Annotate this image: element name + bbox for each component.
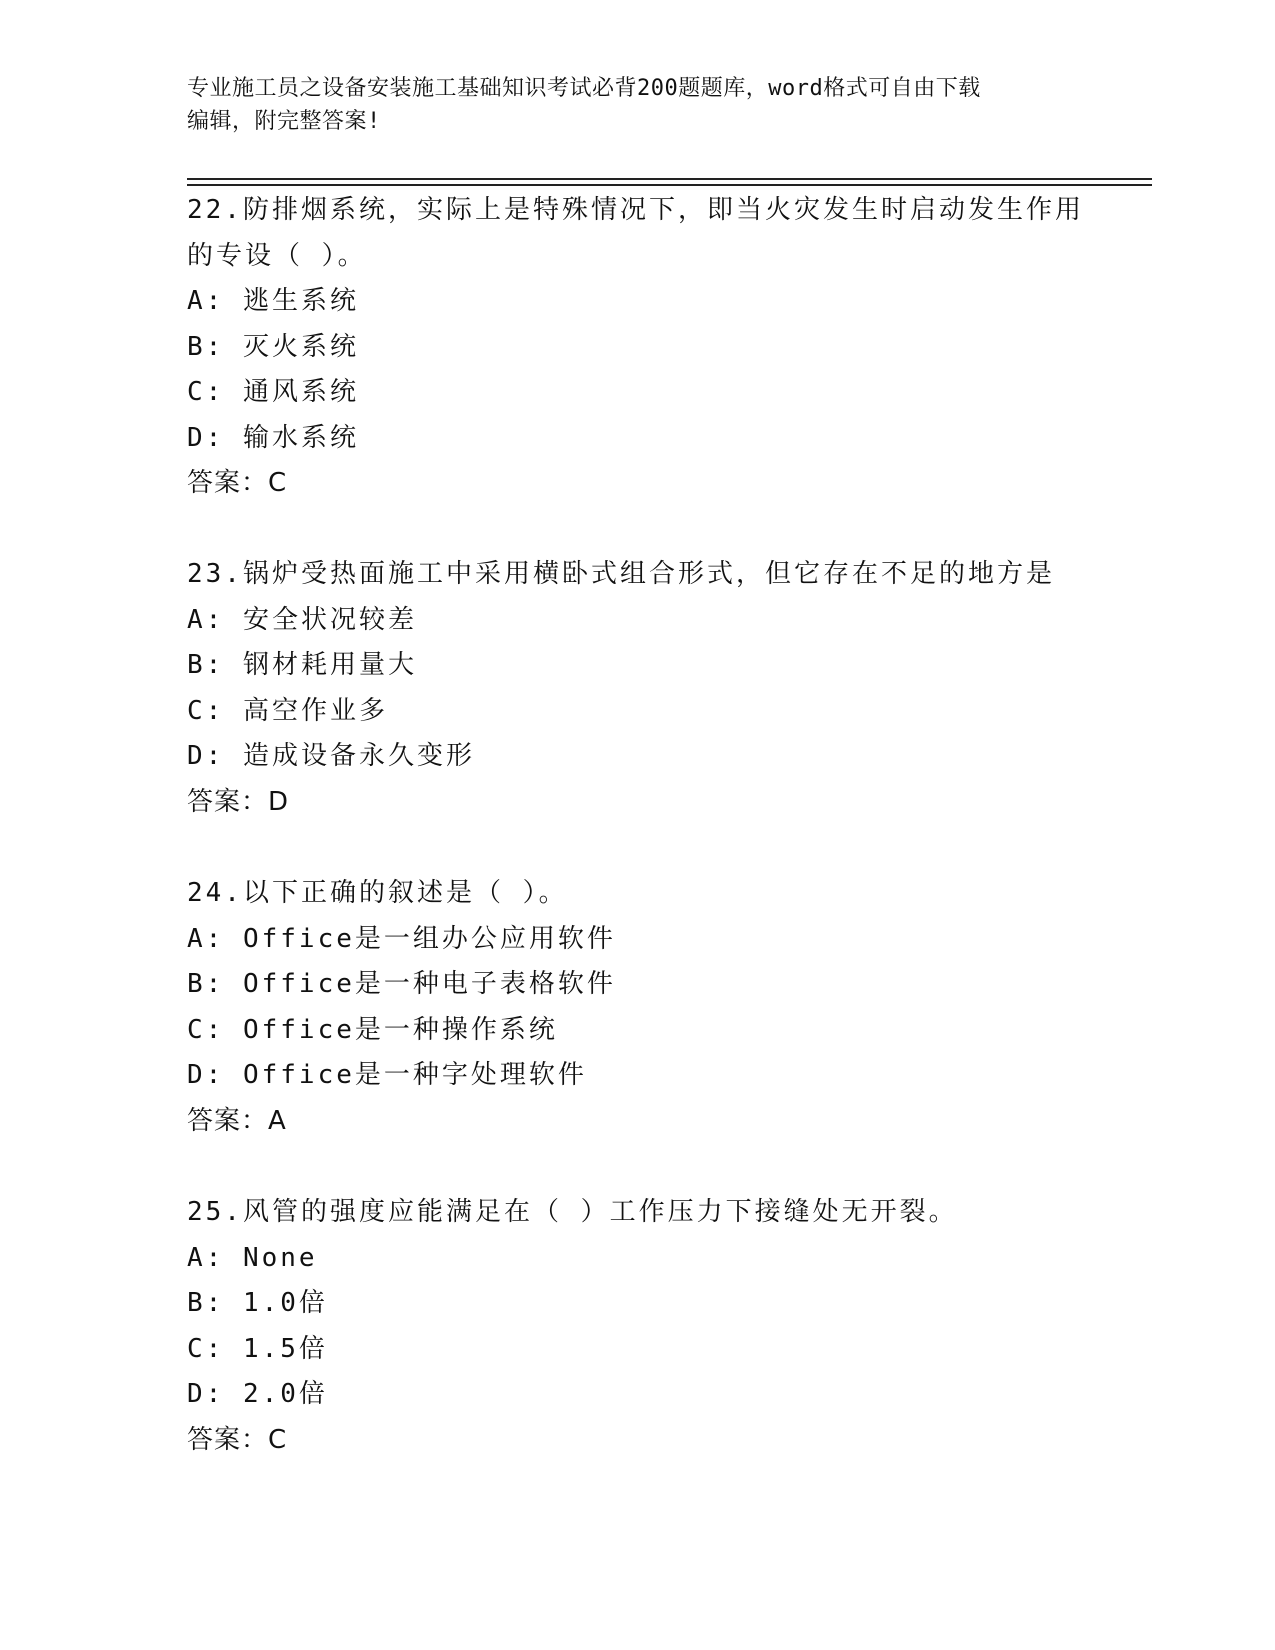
option-d: D: 2.0倍 [187,1379,328,1409]
question-25 [187,1190,1087,1463]
option-c: C: 1.5倍 [187,1333,328,1364]
option-b: B: 钢材耗用量大 [187,650,417,680]
option-b: B: Office是一种电子表格软件 [187,969,616,999]
option-c: C: 高空作业多 [187,695,388,726]
option-a: A: 逃生系统 [187,286,359,316]
header-divider-top [187,178,1152,180]
option-b: B: 1.0倍 [187,1288,328,1318]
option-c: C: 通风系统 [187,377,359,407]
answer-line: 答案：C [187,1424,288,1455]
option-d: D: Office是一种字处理软件 [187,1060,587,1090]
answer-line: 答案：D [187,786,290,817]
answer-line: 答案：C [187,468,288,498]
option-b: B: 灭火系统 [187,331,359,362]
question-stem-continued: 的专设（ ）。 [187,240,367,271]
header-title-line-2: 编辑，附完整答案! [187,109,381,134]
question-22 [187,188,1087,507]
document-header [187,72,1087,138]
option-a: A: None [187,1242,318,1273]
option-d: D: 造成设备永久变形 [187,741,475,771]
option-d: D: 输水系统 [187,422,359,453]
header-title-line-1: 专业施工员之设备安装施工基础知识考试必背200题题库，word格式可自由下载 [187,76,981,101]
question-stem: 24.以下正确的叙述是（ ）。 [187,878,568,908]
question-stem: 22.防排烟系统，实际上是特殊情况下，即当火灾发生时启动发生作用 [187,195,1084,225]
question-stem: 23.锅炉受热面施工中采用横卧式组合形式，但它存在不足的地方是 [187,559,1055,589]
question-23 [187,552,1087,825]
question-stem: 25.风管的强度应能满足在（ ）工作压力下接缝处无开裂。 [187,1197,958,1227]
option-c: C: Office是一种操作系统 [187,1014,558,1045]
option-a: A: 安全状况较差 [187,604,417,635]
header-divider-bottom [187,184,1152,186]
question-24 [187,871,1087,1144]
option-a: A: Office是一组办公应用软件 [187,923,616,954]
answer-line: 答案：A [187,1105,287,1136]
